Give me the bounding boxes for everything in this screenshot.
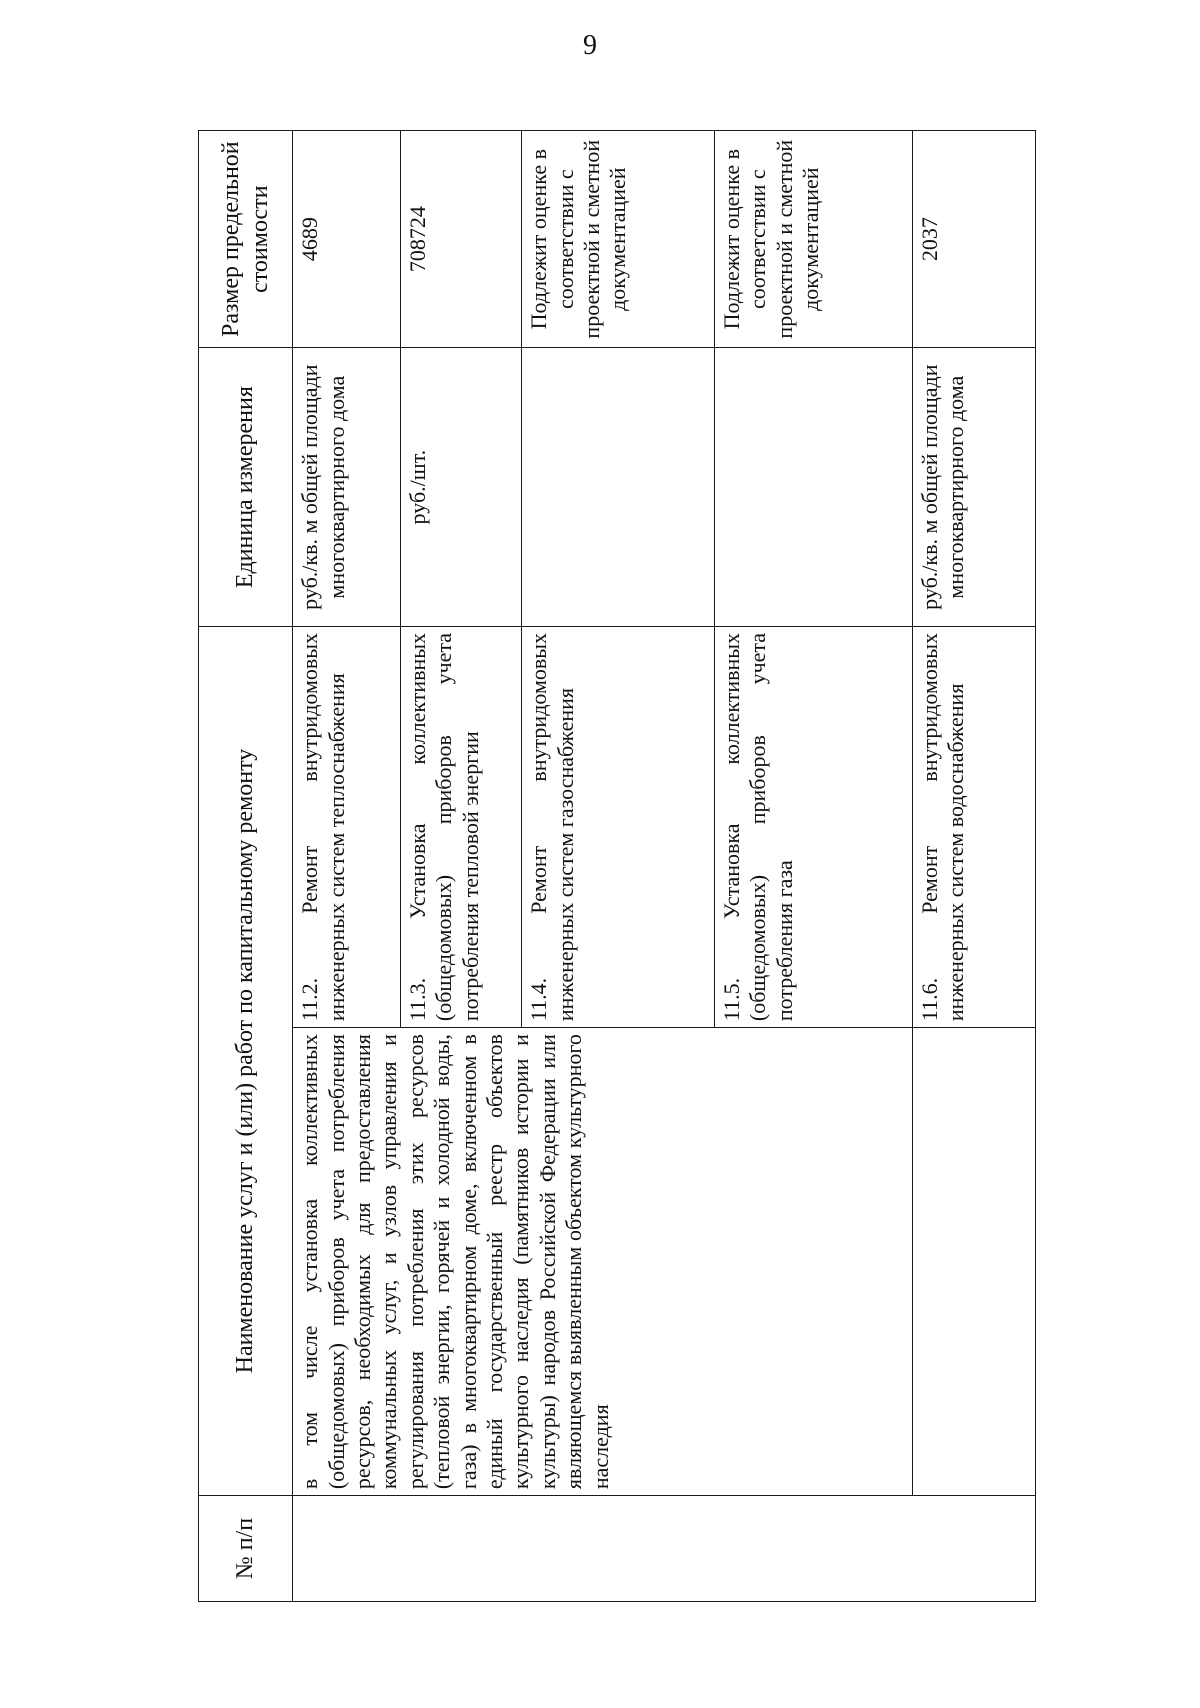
row-unit-cell: руб./кв. м общей площади многоквартирного дома <box>293 348 401 627</box>
table-row <box>293 131 401 1602</box>
row-num-cell <box>293 1496 1036 1602</box>
row-unit-cell: руб./шт. <box>400 348 521 627</box>
row-size-cell: Подлежит оценке в соответствии с проектной и сметной документацией <box>522 131 715 348</box>
rotated-table-wrapper <box>198 130 1036 1602</box>
table-header-row <box>199 131 293 1602</box>
row-name-cell: 11.2. Ремонт внутридомовых инженерных систем теплоснабжения <box>293 626 401 1027</box>
capital-repair-cost-table <box>198 130 1036 1602</box>
row-name-cell: 11.6. Ремонт внутридомовых инженерных систем водоснабжения <box>912 626 1035 1027</box>
row-size-cell: 4689 <box>293 131 401 348</box>
row-unit-cell: руб./кв. м общей площади многоквартирного дома <box>912 348 1035 627</box>
header-num: № п/п <box>199 1496 293 1602</box>
group-description-cell: в том числе установка коллективных (общедомовых) приборов учета потребления ресурсов, необходимых для предоставления коммунальных услуг, и узлов управления и регулирования потребления этих ресурсов (тепловой энергии, горячей и холодной воды, газа) в многоквартирном доме, включенном в единый государственный реестр объектов культурного наследия (памятников истории и культуры) народов Российской Федерации или являющемся выявленным объектом культурного наследия <box>293 1028 912 1496</box>
row-unit-cell <box>715 348 912 627</box>
page-number: 9 <box>583 30 597 61</box>
row-size-cell: Подлежит оценке в соответствии с проектной и сметной документацией <box>715 131 912 348</box>
row-size-cell: 708724 <box>400 131 521 348</box>
row-name-cell: 11.4. Ремонт внутридомовых инженерных систем газоснабжения <box>522 626 715 1027</box>
header-unit: Единица измерения <box>199 348 293 627</box>
header-name: Наименование услуг и (или) работ по капитальному ремонту <box>199 626 293 1495</box>
row-name-cell: 11.5. Установка коллективных (общедомовых) приборов учета потребления газа <box>715 626 912 1027</box>
row-name-cell: 11.3. Установка коллективных (общедомовых) приборов учета потребления тепловой энергии <box>400 626 521 1027</box>
header-size: Размер предельной стоимости <box>199 131 293 348</box>
group-empty-cell <box>912 1028 1035 1496</box>
table-row <box>912 131 1035 1602</box>
row-size-cell: 2037 <box>912 131 1035 348</box>
row-unit-cell <box>522 348 715 627</box>
